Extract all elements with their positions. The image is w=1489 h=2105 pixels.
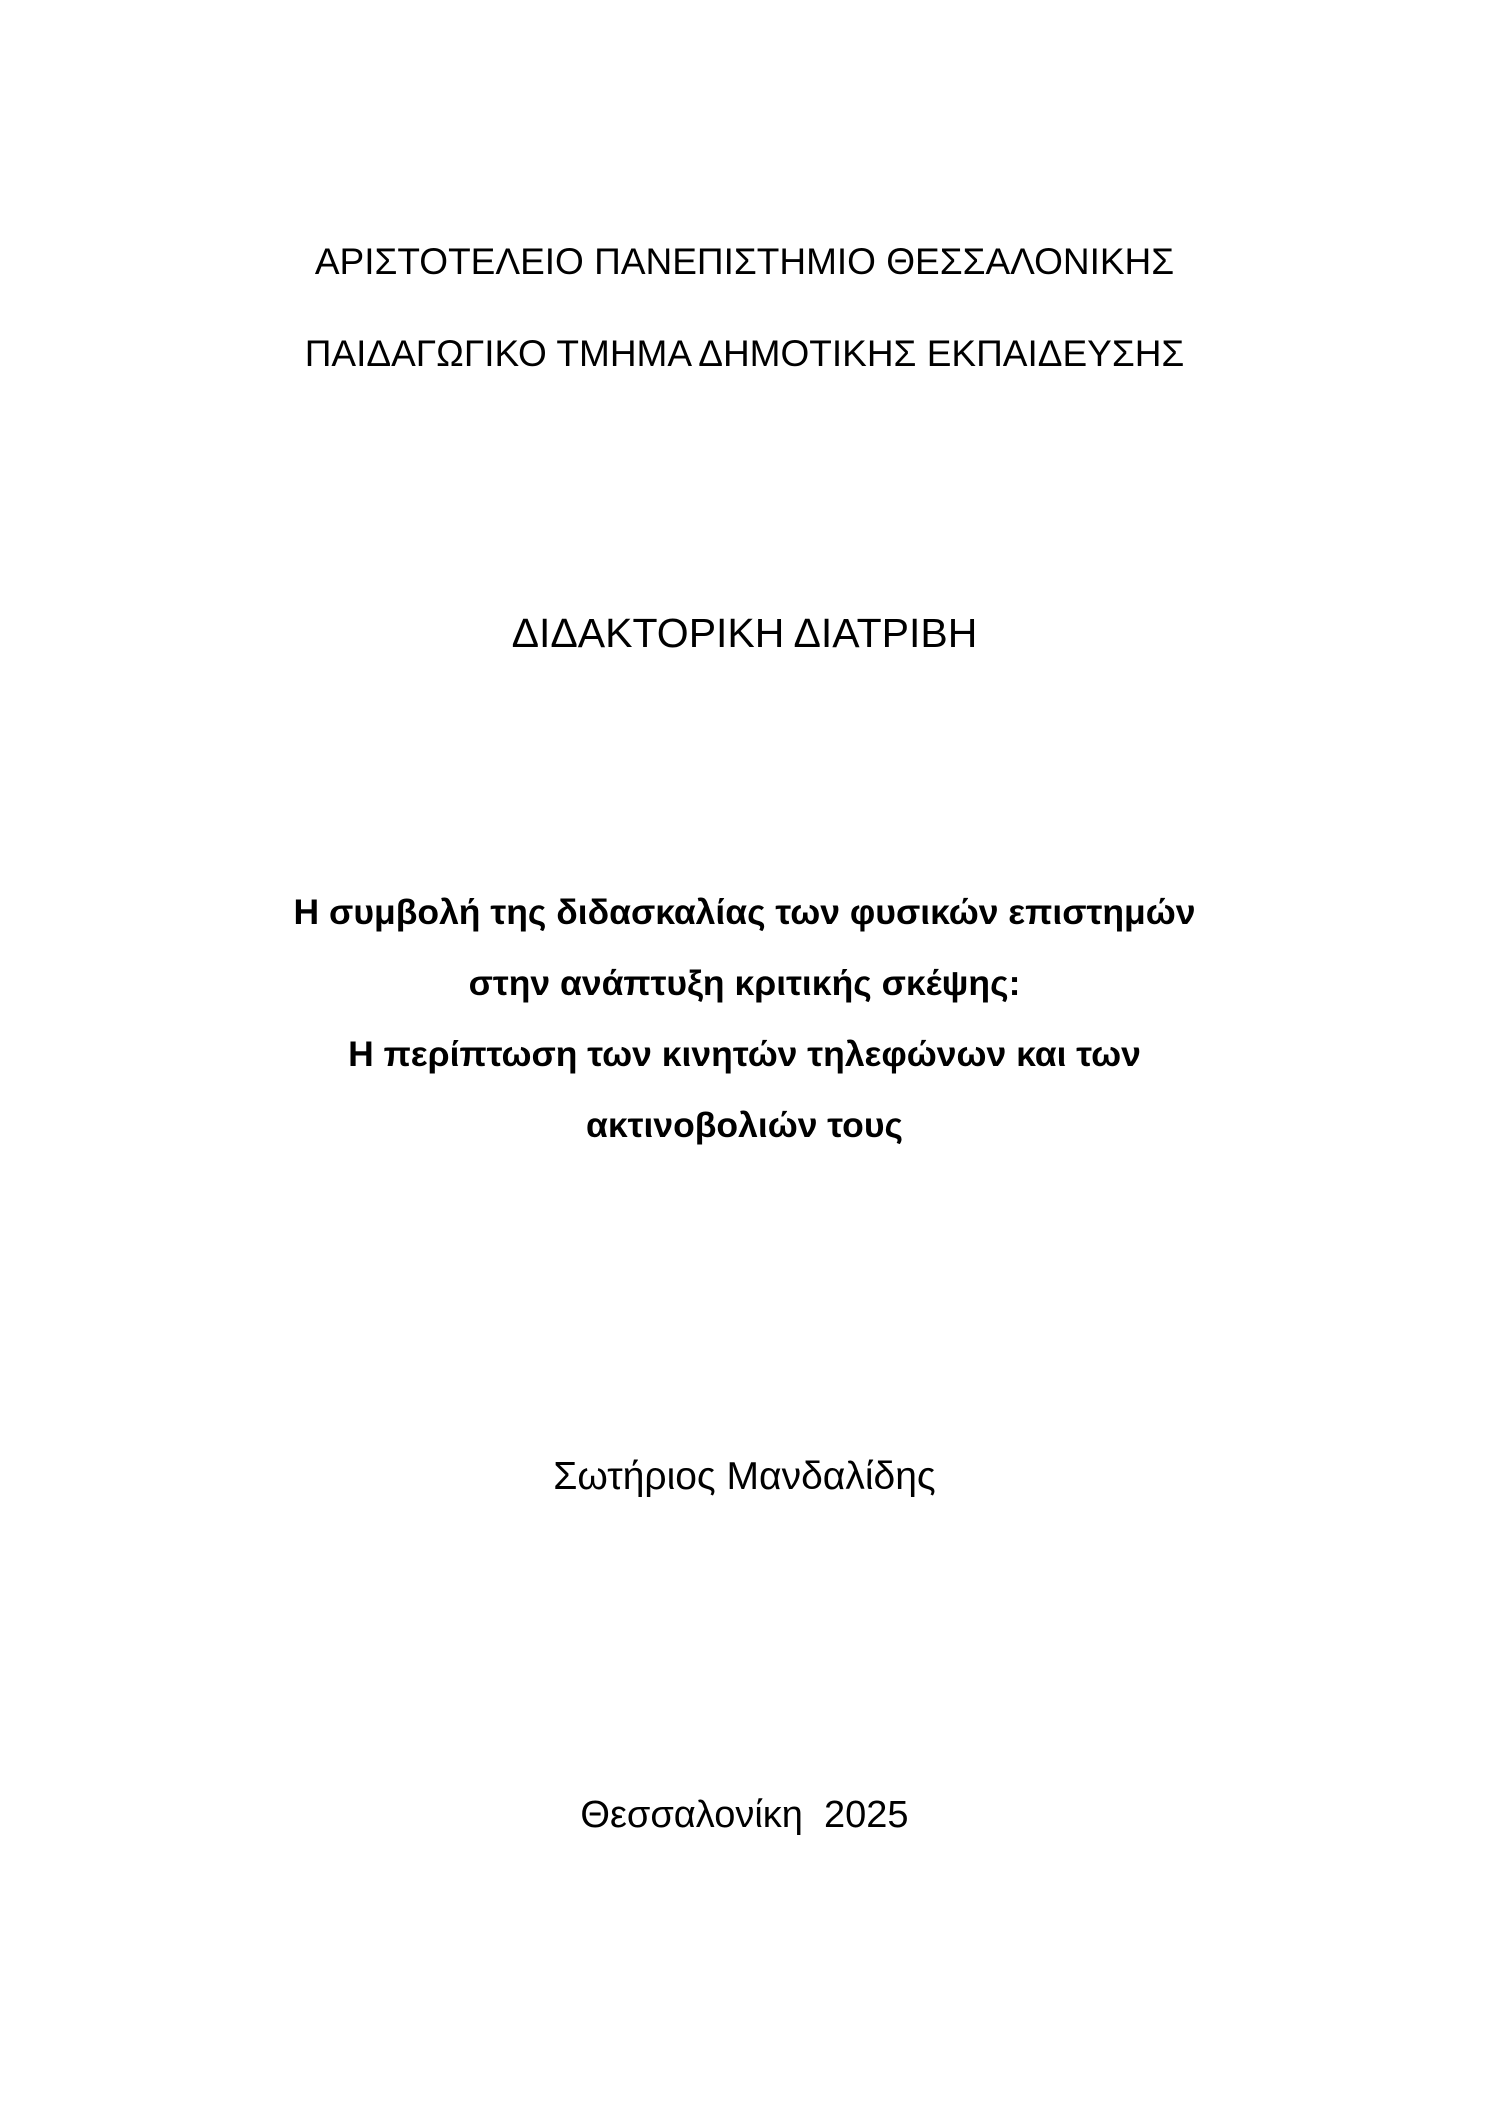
thesis-title-line: ακτινοβολιών τους (586, 1105, 903, 1145)
author-name: Σωτήριος Μανδαλίδης (553, 1455, 936, 1498)
place-and-year: Θεσσαλονίκη 2025 (580, 1794, 909, 1836)
thesis-title-line: Η περίπτωση των κινητών τηλεφώνων και των (348, 1034, 1141, 1074)
thesis-title-line: στην ανάπτυξη κριτικής σκέψης: (468, 963, 1021, 1003)
thesis-title (0, 892, 1489, 1176)
thesis-title-line: Η συμβολή της διδασκαλίας των φυσικών επιστημών (293, 892, 1196, 932)
document-type: ΔΙΔΑΚΤΟΡΙΚΗ ΔΙΑΤΡΙΒΗ (511, 610, 978, 656)
department-name: ΠΑΙΔΑΓΩΓΙΚΟ ΤΜΗΜΑ ΔΗΜΟΤΙΚΗΣ ΕΚΠΑΙΔΕΥΣΗΣ (304, 333, 1185, 374)
university-name: ΑΡΙΣΤΟΤΕΛΕΙΟ ΠΑΝΕΠΙΣΤΗΜΙΟ ΘΕΣΣΑΛΟΝΙΚΗΣ (314, 241, 1175, 282)
